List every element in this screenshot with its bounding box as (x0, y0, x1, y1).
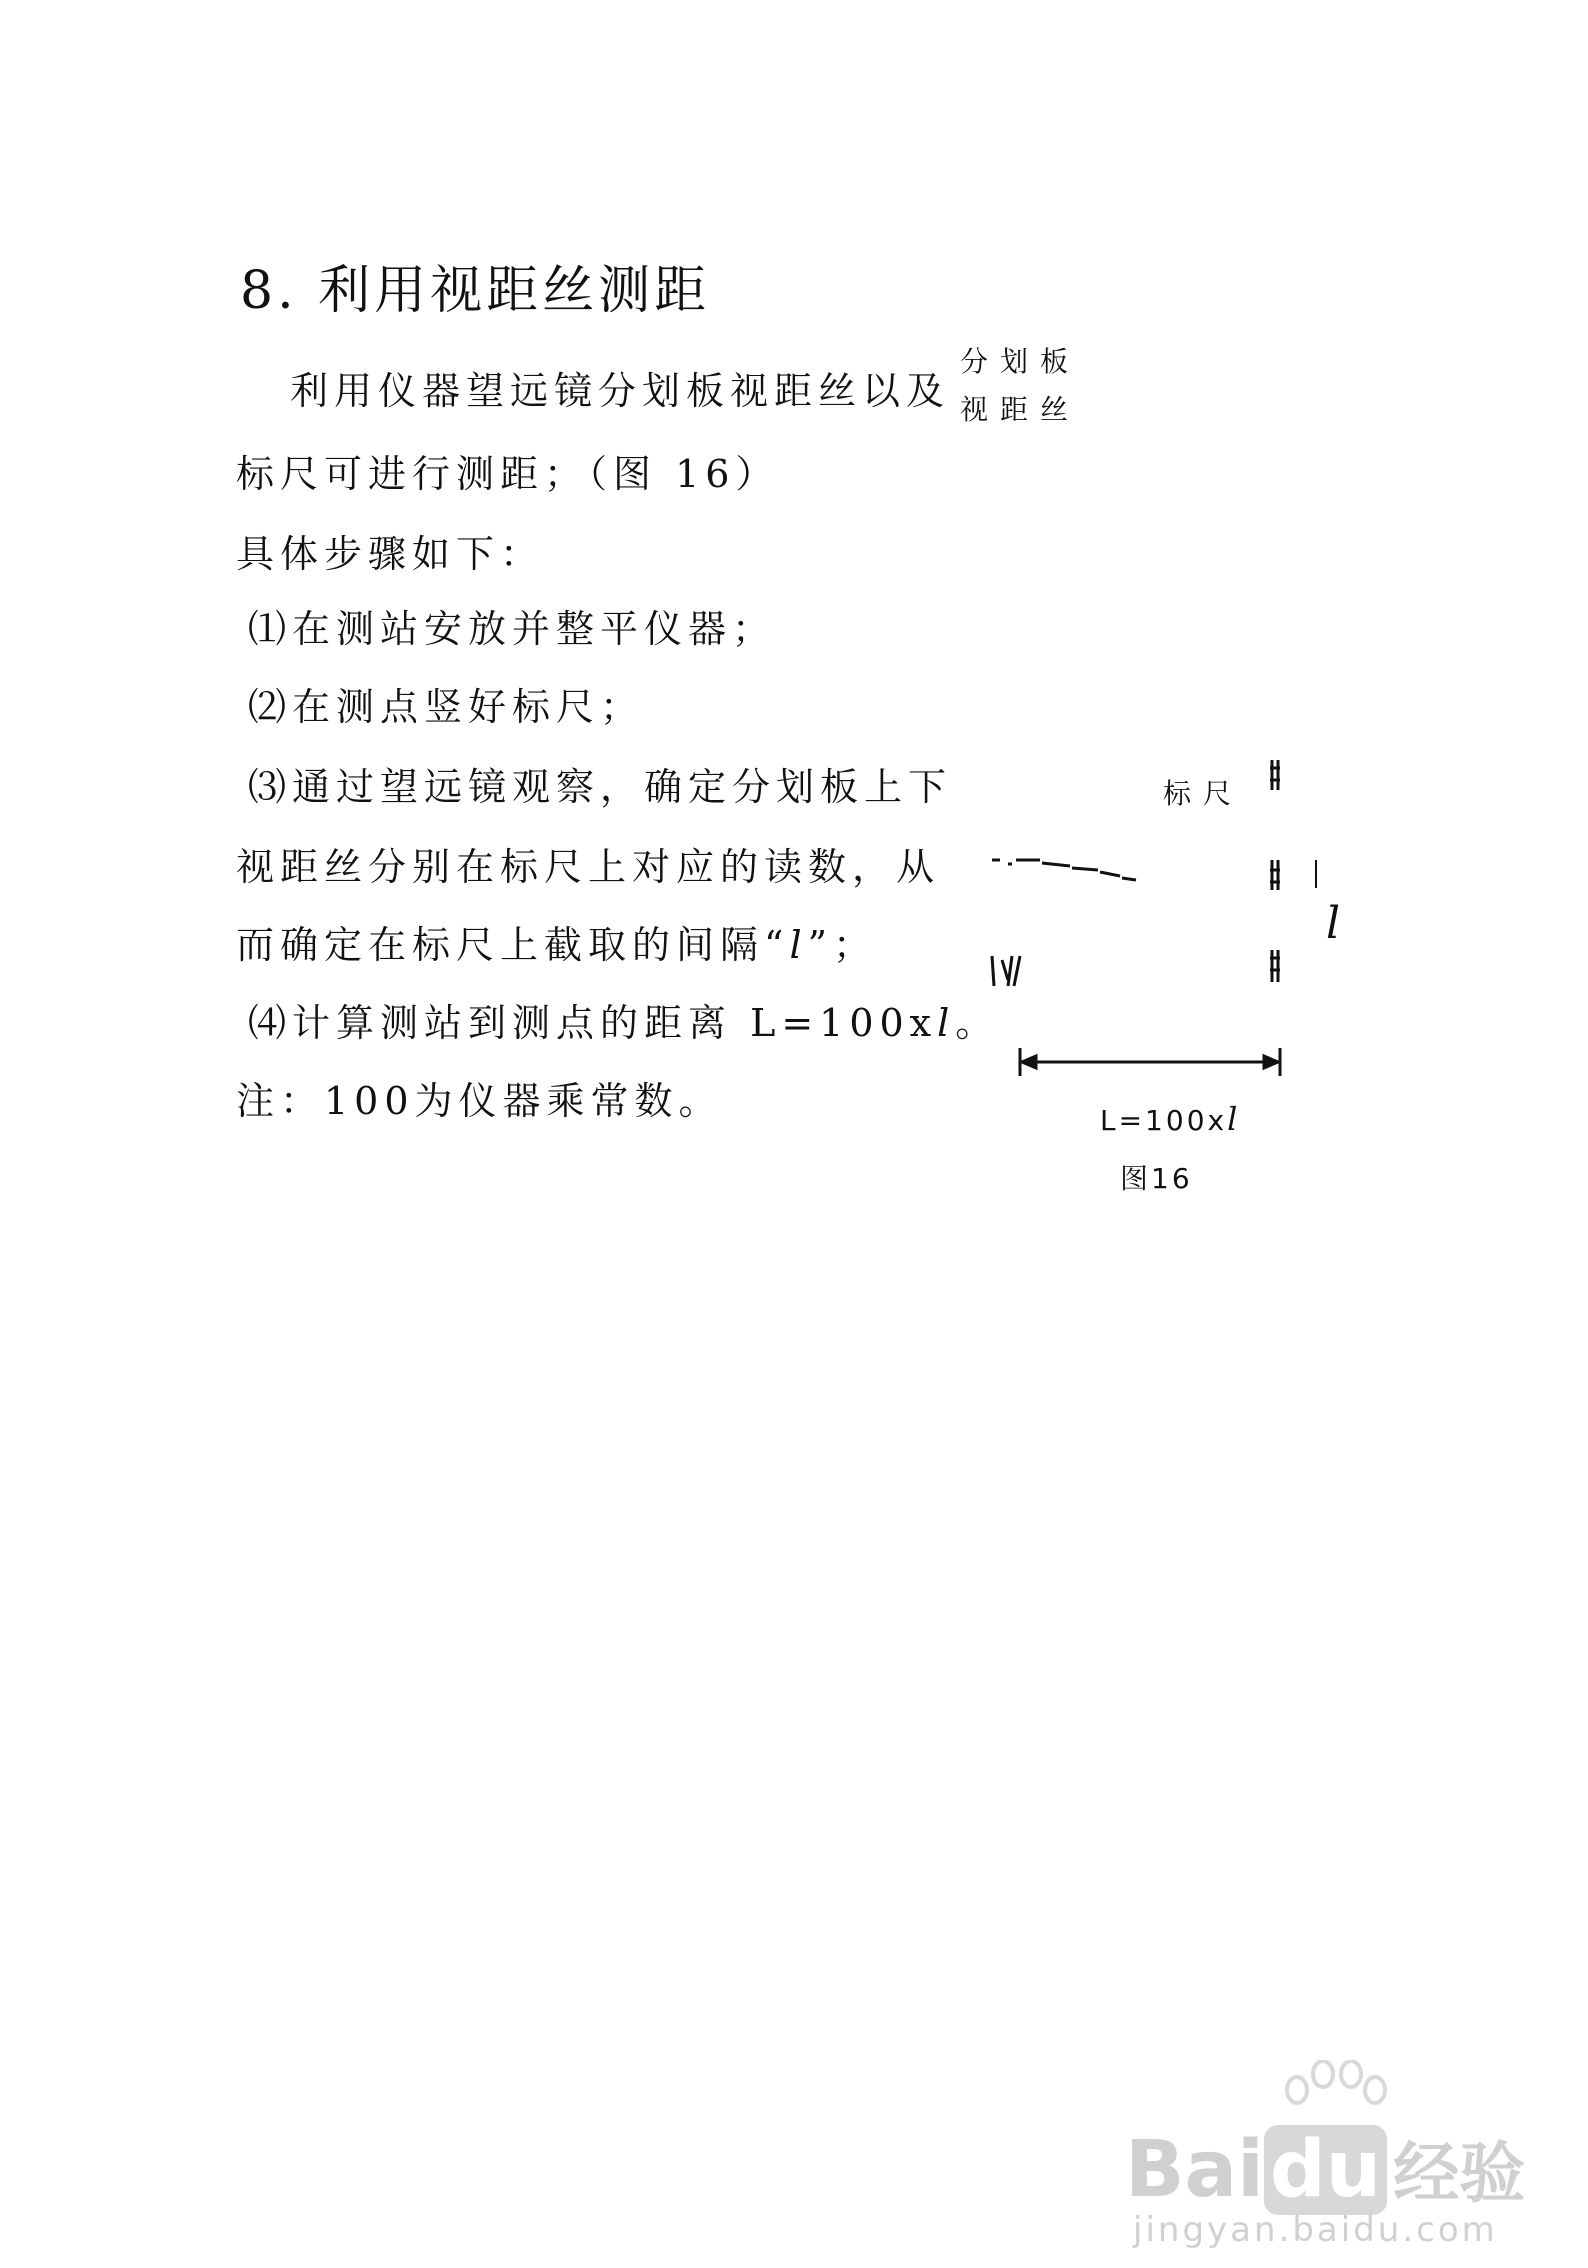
note: 注：100为仪器乘常数。 (236, 1079, 723, 1123)
watermark-brand (1125, 2120, 1525, 2215)
step-4-variable: l (937, 1001, 956, 1045)
sight-lines (992, 860, 1136, 986)
step-3-line-3 (236, 923, 878, 967)
reticle-label-line-2: 视距丝 (960, 393, 1081, 426)
watermark-brand-cn: 经验 (1393, 2135, 1526, 2212)
step-4-text: ⑷计算测站到测点的距离 L=100x (248, 1001, 938, 1045)
watermark-url: jingyan.baidu.com (1133, 2210, 1498, 2250)
paragraph-line-3: 具体步骤如下： (236, 532, 545, 576)
step-3-line-2: 视距丝分别在标尺上对应的读数，从 (236, 845, 941, 889)
step-2: ⑵在测点竖好标尺； (248, 685, 645, 729)
stadia-diagram (980, 760, 1340, 1090)
distance-variable: l (1227, 1100, 1241, 1138)
baidu-watermark (1125, 2060, 1555, 2250)
interval-variable: l (789, 923, 808, 967)
reticle-label-line-1: 分划板 (960, 345, 1081, 378)
watermark-brand-du: du (1264, 2125, 1387, 2215)
step-3-line-3-text: 而确定在标尺上截取的间隔“ (236, 923, 790, 967)
paragraph-line-1: 利用仪器望远镜分划板视距丝以及 (290, 369, 951, 413)
distance-label (1100, 1100, 1240, 1138)
figure-caption: 图16 (1120, 1162, 1193, 1195)
staff-rod (1270, 760, 1280, 982)
watermark-brand-bai: Bai (1125, 2125, 1264, 2215)
step-1: ⑴在测站安放并整平仪器； (248, 607, 777, 651)
distance-text: L=100x (1100, 1104, 1228, 1137)
section-heading: 8. 利用视距丝测距 (240, 261, 711, 321)
step-4-end: 。 (955, 1001, 1000, 1045)
paragraph-line-2: 标尺可进行测距；（图 16） (236, 452, 780, 496)
step-4 (248, 1001, 1000, 1045)
distance-dimension (1020, 1048, 1280, 1076)
step-3-line-3-end: ”； (807, 923, 878, 967)
staff-label: 标尺 (1163, 777, 1244, 810)
interval-label: l (1326, 898, 1341, 949)
step-3-line-1: ⑶通过望远镜观察，确定分划板上下 (248, 765, 953, 809)
